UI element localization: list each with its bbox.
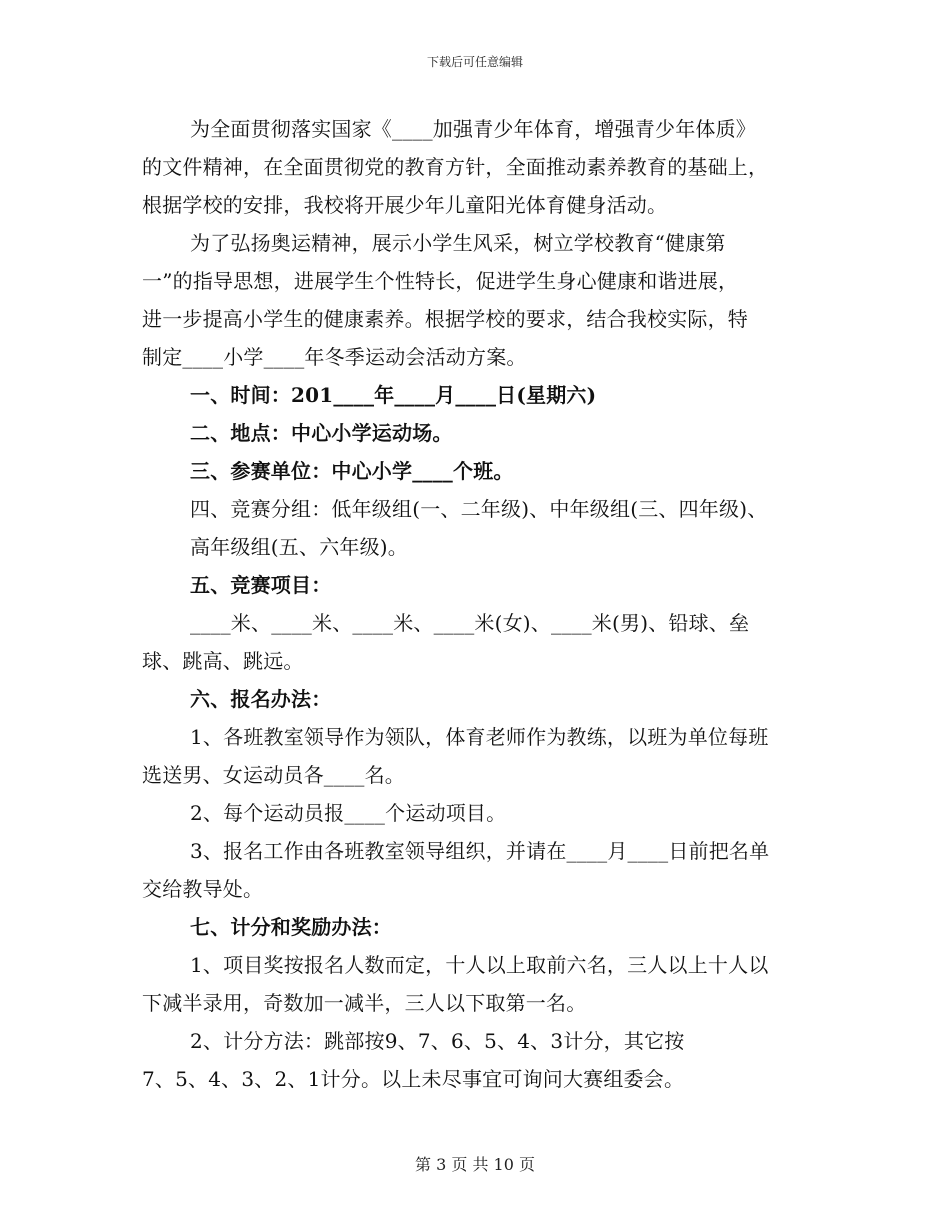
- section-heading: 七、计分和奖励办法：: [190, 915, 392, 939]
- paragraph-line: 2、计分方法：跳部按9、7、6、5、4、3计分，其它按: [190, 1029, 685, 1053]
- paragraph-line: 高年级组(五、六年级)。: [190, 535, 409, 559]
- section-heading: 三、参赛单位：中心小学____个班。: [190, 459, 514, 483]
- section-heading: 六、报名办法：: [190, 687, 332, 711]
- paragraph-line: 1、各班教室领导作为领队，体育老师作为教练，以班为单位每班: [190, 725, 769, 749]
- page-header: 下载后可任意编辑: [426, 55, 523, 69]
- paragraph-line: 进一步提高小学生的健康素养。根据学校的要求，结合我校实际，特: [142, 307, 748, 331]
- paragraph-line: 下减半录用，奇数加一减半，三人以下取第一名。: [142, 991, 587, 1015]
- page-number: 第 3 页 共 10 页: [415, 1155, 535, 1174]
- paragraph-line: 2、每个运动员报____个运动项目。: [190, 801, 507, 825]
- paragraph-line: 为全面贯彻落实国家《____加强青少年体育，增强青少年体质》: [190, 117, 756, 141]
- paragraph-line: 球、跳高、跳远。: [142, 649, 304, 673]
- section-heading: 一、时间：201____年____月____日(星期六): [190, 383, 597, 407]
- paragraph-line: 交给教导处。: [142, 877, 264, 901]
- paragraph-line: ____米、____米、____米、____米(女)、____米(男)、铅球、垒: [190, 611, 750, 635]
- section-heading: 二、地点：中心小学运动场。: [190, 421, 453, 445]
- paragraph-line: 1、项目奖按报名人数而定，十人以上取前六名，三人以上十人以: [190, 953, 769, 977]
- document-body: [142, 110, 822, 1098]
- paragraph-line: 3、报名工作由各班教室领导组织，并请在____月____日前把名单: [190, 839, 770, 863]
- paragraph-line: 制定____小学____年冬季运动会活动方案。: [142, 345, 527, 369]
- paragraph-line: 选送男、女运动员各____名。: [142, 763, 405, 787]
- paragraph-line: 一”的指导思想，进展学生个性特长，促进学生身心健康和谐进展，: [142, 269, 739, 293]
- paragraph-line: 根据学校的安排，我校将开展少年儿童阳光体育健身活动。: [142, 193, 668, 217]
- section-heading: 五、竞赛项目：: [190, 573, 332, 597]
- paragraph-line: 四、竞赛分组：低年级组(一、二年级)、中年级组(三、四年级)、: [190, 497, 768, 521]
- paragraph-line: 为了弘扬奥运精神，展示小学生风采，树立学校教育“健康第: [190, 231, 726, 255]
- paragraph-line: 的文件精神，在全面贯彻党的教育方针，全面推动素养教育的基础上，: [142, 155, 769, 179]
- paragraph-line: 7、5、4、3、2、1计分。以上未尽事宜可询问大赛组委会。: [142, 1067, 685, 1091]
